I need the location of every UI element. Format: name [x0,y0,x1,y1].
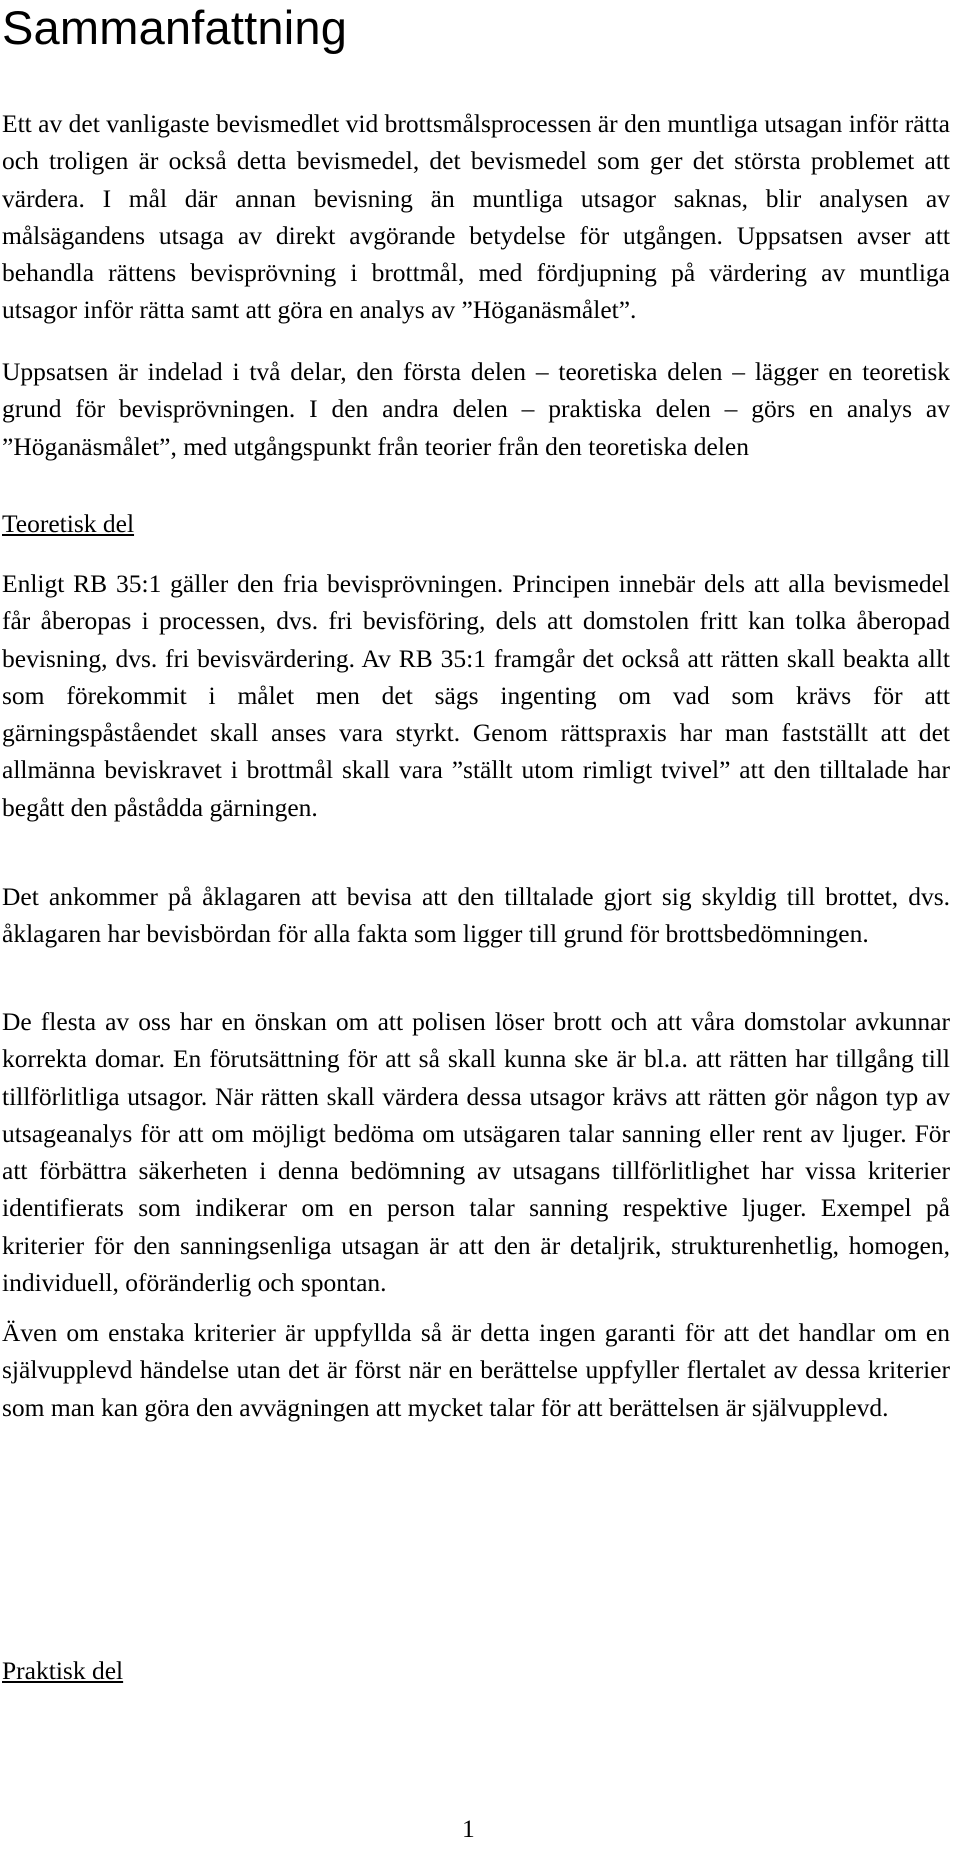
theory-paragraph-2: Det ankommer på åklagaren att bevisa att den tilltalade gjort sig skyldig till brottet, dvs. åklagaren har bevisbördan för alla fakta som ligger till grund för brottsbedömningen. [2,882,950,949]
intro-paragraph: Ett av det vanligaste bevismedlet vid brottsmålsprocessen är den muntliga utsagan inför rätta och troligen är också detta bevismedel, det bevismedel som ger det största problemet att värdera. I mål där annan bevisning än muntliga utsagor saknas, blir analysen av målsägandens utsaga av direkt avgörande betydelse för utgången. Uppsatsen avser att behandla rättens bevisprövning i brottmål, med fördjupning på värdering av muntliga utsagor inför rätta samt att göra en analys av ”Höganäsmålet”. [2,109,950,325]
section-heading-theory: Teoretisk del [2,509,135,538]
section-heading-practice: Praktisk del [2,1656,124,1685]
theory-paragraph-3: De flesta av oss har en önskan om att polisen löser brott och att våra domstolar avkunnar korrekta domar. En förutsättning för att så skall kunna ske är bl.a. att rätten har tillgång till tillförlitliga utsagor. När rätten skall värdera dessa utsagor krävs att rätten gör någon typ av utsageanalys för att om möjligt bedöma om utsägaren talar sanning eller rent av ljuger. För att förbättra säkerheten i denna bedömning av utsagans tillförlitlighet har vissa kriterier identifierats som indikerar om en person talar sanning respektive ljuger. Exempel på kriterier för den sanningsenliga utsagan är att den är detaljrik, strukturenhetlig, homogen, individuell, oföränderlig och spontan. [2,1007,950,1298]
page-title: Sammanfattning [2,1,348,54]
page-number: 1 [462,1814,475,1843]
theory-paragraph-4: Även om enstaka kriterier är uppfyllda så är detta ingen garanti för att det handlar om en självupplevd händelse utan det är först när en berättelse uppfyller flertalet av dessa kriterier som man kan göra den avvägningen att mycket talar för att berättelsen är självupplevd. [2,1318,950,1422]
structure-paragraph: Uppsatsen är indelad i två delar, den första delen – teoretiska delen – lägger en teoretisk grund för bevisprövningen. I den andra delen – praktiska delen – görs en analys av ”Höganäsmålet”, med utgångspunkt från teorier från den teoretiska delen [2,357,950,461]
theory-paragraph-1: Enligt RB 35:1 gäller den fria bevisprövningen. Principen innebär dels att alla bevismedel får åberopas i processen, dvs. fri bevisföring, dels att domstolen fritt kan tolka åberopad bevisning, dvs. fri bevisvärdering. Av RB 35:1 framgår det också att rätten skall beakta allt som förekommit i målet men det sägs ingenting om vad som krävs för att gärningspåståendet skall anses vara styrkt. Genom rättspraxis har man fastställt att det allmänna beviskravet i brottmål skall vara ”ställt utom rimligt tvivel” att den tilltalade har begått den påstådda gärningen. [2,569,950,822]
